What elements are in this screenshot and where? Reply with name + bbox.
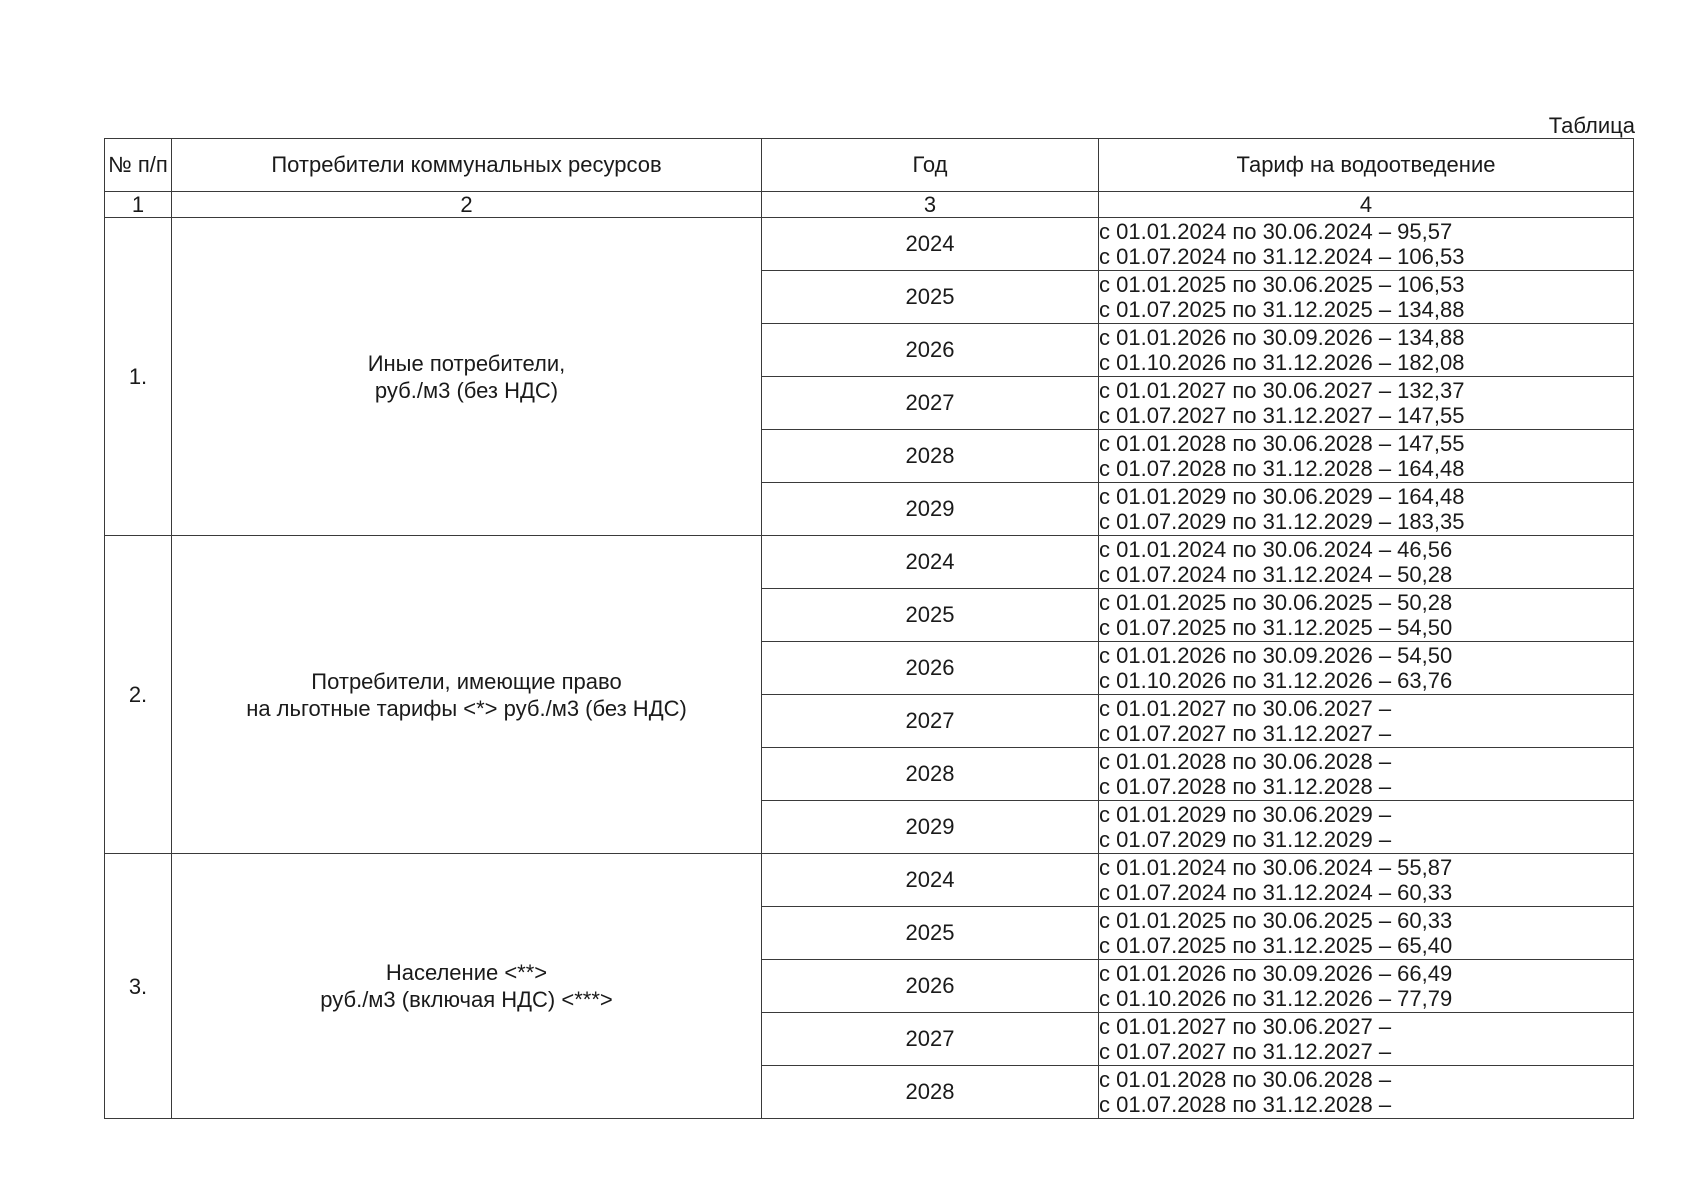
tariff-cell	[1099, 271, 1634, 324]
tariff-cell	[1099, 324, 1634, 377]
table-row	[105, 536, 1634, 589]
consumer-group	[172, 536, 762, 854]
tariff-period-2: с 01.07.2025 по 31.12.2025 – 54,50	[1099, 615, 1453, 640]
consumer-unit-line: на льготные тарифы <*> руб./м3 (без НДС)	[246, 695, 687, 721]
year-cell: 2024	[762, 536, 1099, 589]
column-number: 4	[1099, 192, 1634, 218]
tariff-cell	[1099, 218, 1634, 271]
tariff-period-1: с 01.01.2027 по 30.06.2027 – 132,37	[1099, 378, 1465, 403]
consumer-name-line: Потребители, имеющие право	[311, 668, 622, 694]
header-year: Год	[762, 139, 1099, 192]
tariff-period-2: с 01.07.2024 по 31.12.2024 – 106,53	[1099, 244, 1465, 269]
tariff-cell	[1099, 695, 1634, 748]
year-cell: 2027	[762, 377, 1099, 430]
group-number: 3.	[105, 854, 172, 1119]
tariff-cell	[1099, 1013, 1634, 1066]
tariff-period-2: с 01.07.2027 по 31.12.2027 –	[1099, 721, 1392, 746]
year-cell: 2026	[762, 324, 1099, 377]
tariff-period-1: с 01.01.2029 по 30.06.2029 – 164,48	[1099, 484, 1465, 509]
tariff-cell	[1099, 854, 1634, 907]
tariff-period-1: с 01.01.2028 по 30.06.2028 – 147,55	[1099, 431, 1465, 456]
tariff-period-2: с 01.07.2028 по 31.12.2028 –	[1099, 774, 1392, 799]
tariff-cell	[1099, 483, 1634, 536]
year-cell: 2028	[762, 1066, 1099, 1119]
group-number: 1.	[105, 218, 172, 536]
header-row	[105, 139, 1634, 192]
tariff-period-2: с 01.07.2028 по 31.12.2028 –	[1099, 1092, 1392, 1117]
tariff-period-2: с 01.07.2027 по 31.12.2027 – 147,55	[1099, 403, 1465, 428]
header-num: № п/п	[105, 139, 172, 192]
year-cell: 2026	[762, 642, 1099, 695]
consumer-group	[172, 854, 762, 1119]
tariff-period-2: с 01.07.2027 по 31.12.2027 –	[1099, 1039, 1392, 1064]
tariff-period-1: с 01.01.2028 по 30.06.2028 –	[1099, 749, 1392, 774]
consumer-group	[172, 218, 762, 536]
tariff-period-1: с 01.01.2025 по 30.06.2025 – 50,28	[1099, 590, 1453, 615]
tariff-period-2: с 01.07.2028 по 31.12.2028 – 164,48	[1099, 456, 1465, 481]
tariff-period-1: с 01.01.2025 по 30.06.2025 – 106,53	[1099, 272, 1465, 297]
year-cell: 2025	[762, 271, 1099, 324]
tariff-period-1: с 01.01.2027 по 30.06.2027 –	[1099, 696, 1392, 721]
tariff-period-2: с 01.07.2024 по 31.12.2024 – 50,28	[1099, 562, 1453, 587]
year-cell: 2028	[762, 748, 1099, 801]
tariff-period-1: с 01.01.2026 по 30.09.2026 – 134,88	[1099, 325, 1465, 350]
year-cell: 2027	[762, 1013, 1099, 1066]
header-consumers: Потребители коммунальных ресурсов	[172, 139, 762, 192]
tariff-period-1: с 01.01.2026 по 30.09.2026 – 66,49	[1099, 961, 1453, 986]
tariff-cell	[1099, 589, 1634, 642]
consumer-unit-line: руб./м3 (без НДС)	[374, 377, 559, 403]
consumer-name-line: Иные потребители,	[367, 350, 566, 376]
tariff-period-1: с 01.01.2024 по 30.06.2024 – 95,57	[1099, 219, 1453, 244]
tariff-period-1: с 01.01.2026 по 30.09.2026 – 54,50	[1099, 643, 1453, 668]
tariff-cell	[1099, 960, 1634, 1013]
tariff-period-1: с 01.01.2025 по 30.06.2025 – 60,33	[1099, 908, 1453, 933]
table-row	[105, 218, 1634, 271]
tariff-period-2: с 01.07.2029 по 31.12.2029 – 183,35	[1099, 509, 1465, 534]
year-cell: 2025	[762, 907, 1099, 960]
tariff-cell	[1099, 907, 1634, 960]
year-cell: 2028	[762, 430, 1099, 483]
year-cell: 2026	[762, 960, 1099, 1013]
tariff-period-2: с 01.10.2026 по 31.12.2026 – 77,79	[1099, 986, 1453, 1011]
tariff-cell	[1099, 536, 1634, 589]
header-tariff: Тариф на водоотведение	[1099, 139, 1634, 192]
table-row	[105, 854, 1634, 907]
column-number: 1	[105, 192, 172, 218]
tariff-table	[104, 138, 1634, 1119]
tariff-period-2: с 01.10.2026 по 31.12.2026 – 63,76	[1099, 668, 1453, 693]
tariff-cell	[1099, 1066, 1634, 1119]
group-number: 2.	[105, 536, 172, 854]
tariff-period-1: с 01.01.2027 по 30.06.2027 –	[1099, 1014, 1392, 1039]
tariff-cell	[1099, 642, 1634, 695]
tariff-period-1: с 01.01.2028 по 30.06.2028 –	[1099, 1067, 1392, 1092]
tariff-period-2: с 01.07.2025 по 31.12.2025 – 134,88	[1099, 297, 1465, 322]
year-cell: 2024	[762, 218, 1099, 271]
tariff-period-1: с 01.01.2024 по 30.06.2024 – 55,87	[1099, 855, 1453, 880]
year-cell: 2025	[762, 589, 1099, 642]
tariff-cell	[1099, 377, 1634, 430]
column-number: 2	[172, 192, 762, 218]
tariff-period-2: с 01.07.2029 по 31.12.2029 –	[1099, 827, 1392, 852]
year-cell: 2029	[762, 801, 1099, 854]
tariff-period-1: с 01.01.2029 по 30.06.2029 –	[1099, 802, 1392, 827]
tariff-cell	[1099, 801, 1634, 854]
tariff-cell	[1099, 430, 1634, 483]
consumer-name-line: Население <**>	[385, 960, 548, 985]
column-number: 3	[762, 192, 1099, 218]
tariff-period-2: с 01.10.2026 по 31.12.2026 – 182,08	[1099, 350, 1465, 375]
column-number-row	[105, 192, 1634, 218]
tariff-period-2: с 01.07.2024 по 31.12.2024 – 60,33	[1099, 880, 1453, 905]
tariff-cell	[1099, 748, 1634, 801]
tariff-period-2: с 01.07.2025 по 31.12.2025 – 65,40	[1099, 933, 1453, 958]
year-cell: 2027	[762, 695, 1099, 748]
year-cell: 2024	[762, 854, 1099, 907]
year-cell: 2029	[762, 483, 1099, 536]
tariff-period-1: с 01.01.2024 по 30.06.2024 – 46,56	[1099, 537, 1453, 562]
consumer-unit-line: руб./м3 (включая НДС) <***>	[320, 987, 613, 1012]
table-caption: Таблица	[1548, 113, 1635, 138]
